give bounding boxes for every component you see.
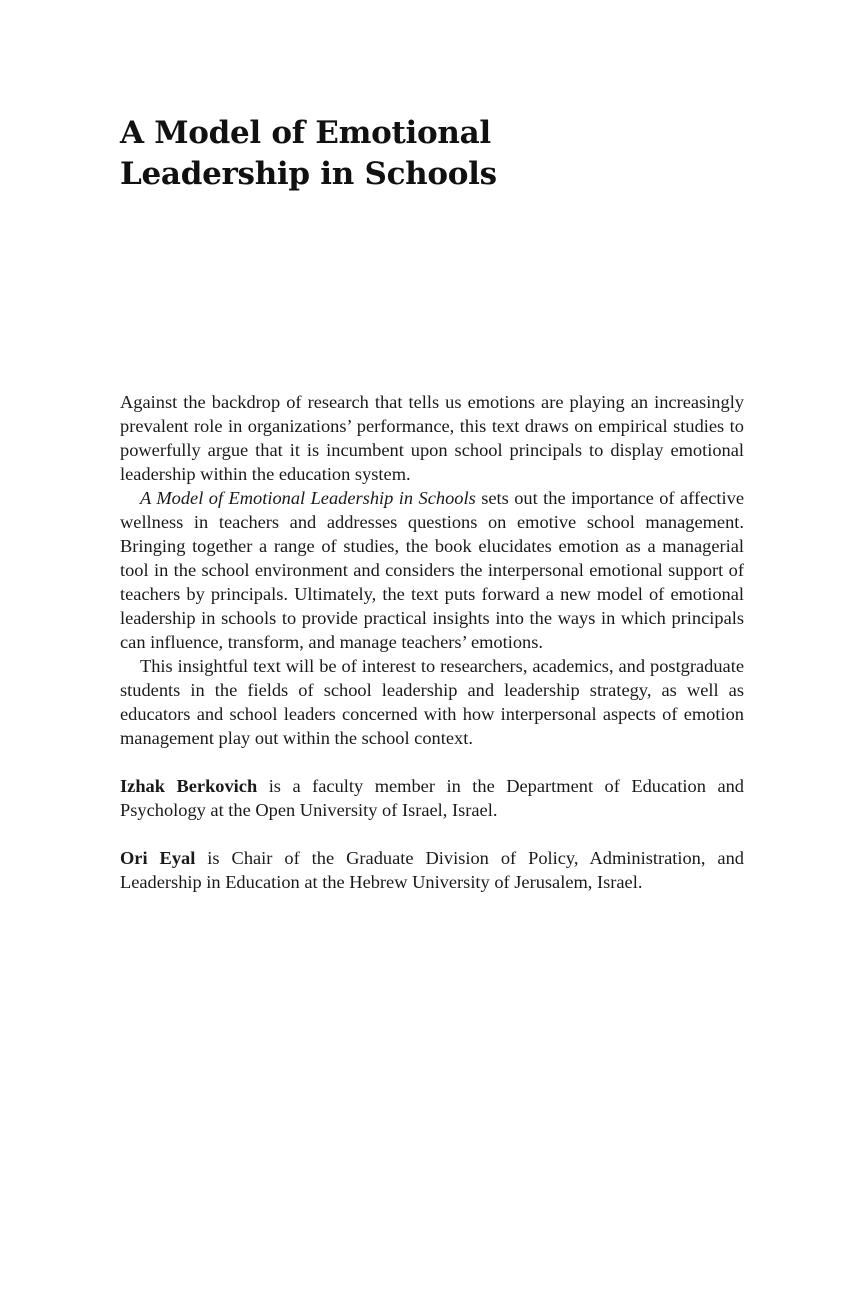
author-bio-text-1: is a faculty member in the Department of Education and Psychology at the Open University of Israel, Israel. (120, 776, 744, 820)
author-bio-2 (120, 846, 744, 894)
description-paragraph-2-text: sets out the importance of affective wellness in teachers and addresses questions on emotive school management. Bringing together a range of studies, the book elucidates emotion as a managerial tool in the school environment and considers the interpersonal emotional support of teachers by principals. Ultimately, the text puts forward a new model of emotional leadership in schools to provide practical insights into the ways in which principals can influence, transform, and manage teachers’ emotions. (120, 488, 744, 652)
book-description (120, 390, 744, 894)
book-title-line-2: Leadership in Schools (120, 156, 497, 192)
description-paragraph-3: This insightful text will be of interest to researchers, academics, and postgraduate students in the fields of school leadership and leadership strategy, as well as educators and school leaders concerned with how interpersonal aspects of emotion management play out within the school context. (120, 656, 744, 748)
book-title-reference: A Model of Emotional Leadership in Schools (140, 488, 476, 508)
author-bio-1 (120, 774, 744, 822)
book-title (120, 113, 720, 195)
book-title-line-1: A Model of Emotional (120, 115, 491, 151)
author-bio-text-2: is Chair of the Graduate Division of Policy, Administration, and Leadership in Education at the Hebrew University of Jerusalem, Israel. (120, 848, 744, 892)
description-paragraph-1: Against the backdrop of research that tells us emotions are playing an increasingly prevalent role in organizations’ performance, this text draws on empirical studies to powerfully argue that it is incumbent upon school principals to display emotional leadership within the education system. (120, 392, 744, 484)
author-name-2: Ori Eyal (120, 848, 196, 868)
author-name-1: Izhak Berkovich (120, 776, 258, 796)
description-paragraph-2 (120, 486, 744, 654)
